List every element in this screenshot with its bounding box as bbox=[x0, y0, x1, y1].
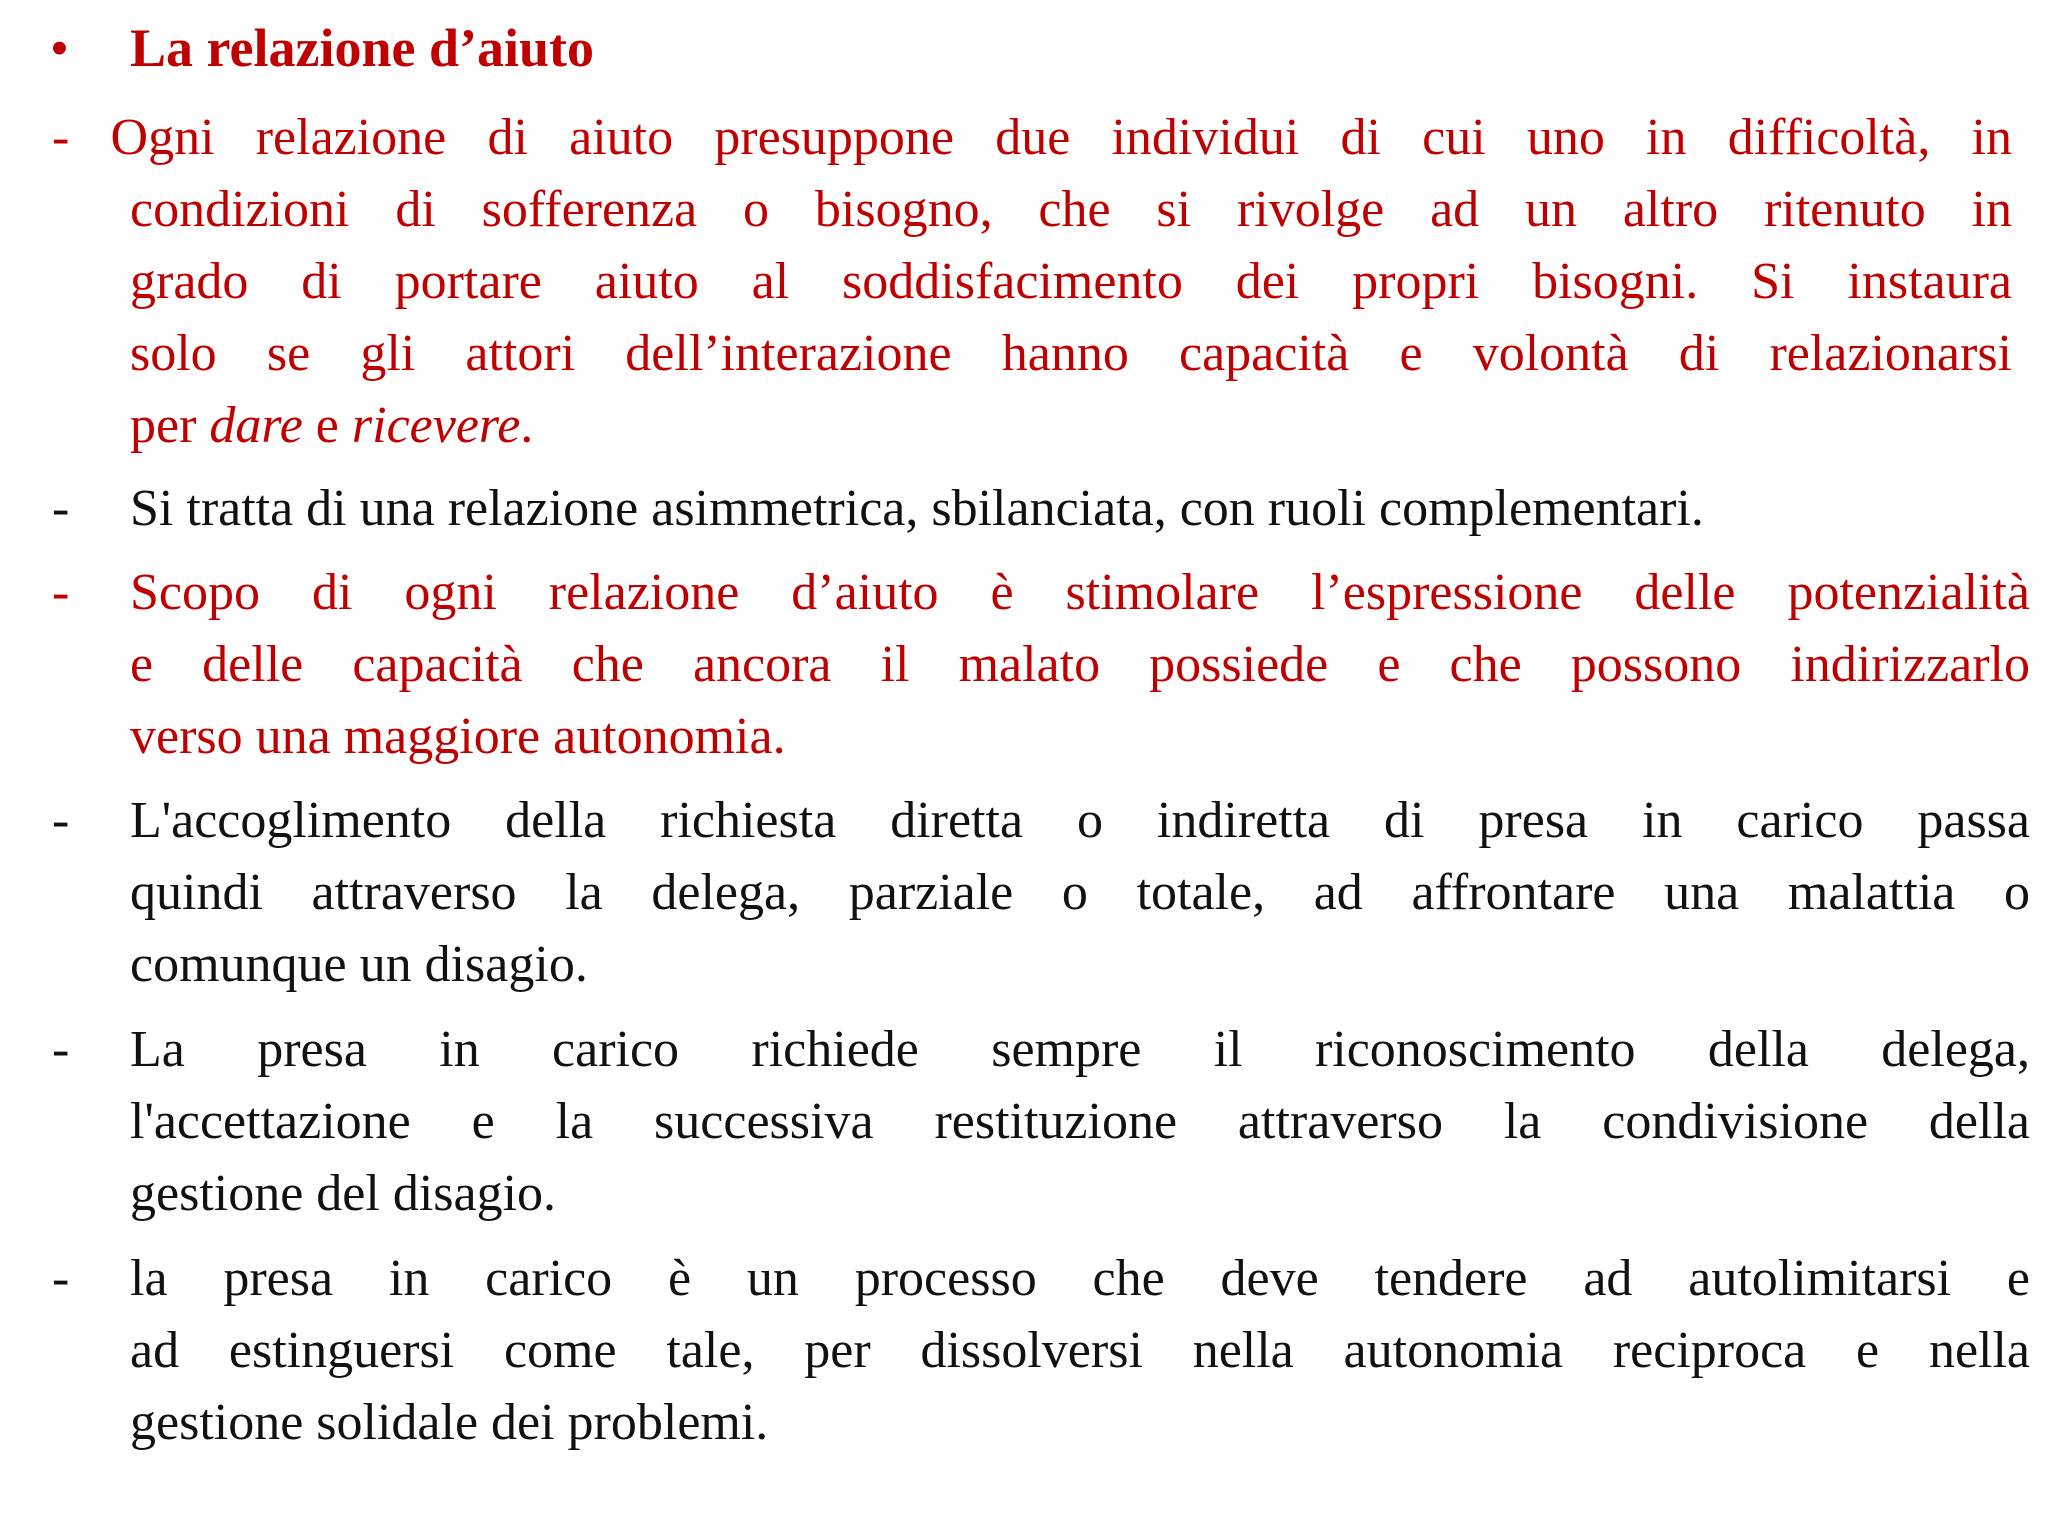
dash-marker: - bbox=[52, 109, 70, 166]
list-item-line bbox=[52, 102, 2012, 174]
dash-marker: - bbox=[52, 792, 70, 849]
title-text: La relazione d’aiuto bbox=[130, 18, 594, 78]
text-line: l'accettazione e la successiva restituzione attraverso la condivisione della bbox=[130, 1093, 2030, 1150]
text-line: solo se gli attori dell’interazione hanno capacità e volontà di relazionarsi bbox=[130, 325, 2012, 382]
text-line: Scopo di ogni relazione d’aiuto è stimolare l’espressione delle potenzialità bbox=[130, 564, 2030, 621]
text-line: L'accoglimento della richiesta diretta o indiretta di presa in carico passa bbox=[130, 792, 2030, 849]
text-line: la presa in carico è un processo che deve tendere ad autolimitarsi e bbox=[130, 1250, 2030, 1307]
dash-marker: - bbox=[52, 1021, 70, 1078]
list-item-self-limiting bbox=[52, 1243, 2030, 1459]
text-line: ad estinguersi come tale, per dissolversi nella autonomia reciproca e nella bbox=[130, 1322, 2030, 1379]
text-fragment: per bbox=[130, 397, 210, 454]
list-item-taking-charge bbox=[52, 1014, 2030, 1230]
slide-title bbox=[50, 12, 594, 84]
text-fragment: e bbox=[302, 397, 352, 454]
text-line: La presa in carico richiede sempre il riconoscimento della delega, bbox=[130, 1021, 2030, 1078]
text-line: e delle capacità che ancora il malato possiede e che possono indirizzarlo bbox=[130, 636, 2030, 693]
list-item-acceptance bbox=[52, 785, 2030, 1001]
dash-marker: - bbox=[52, 564, 70, 621]
bullet-icon: • bbox=[50, 18, 69, 78]
italic-word: dare bbox=[209, 397, 303, 454]
text-line: gestione del disagio. bbox=[130, 1165, 557, 1222]
text-line: comunque un disagio. bbox=[130, 936, 588, 993]
text-line: grado di portare aiuto al soddisfacimento dei propri bisogni. Si instaura bbox=[130, 253, 2012, 310]
text-line: verso una maggiore autonomia. bbox=[130, 708, 786, 765]
italic-word: ricevere bbox=[351, 397, 521, 454]
text-line: Si tratta di una relazione asimmetrica, sbilanciata, con ruoli complementari. bbox=[130, 480, 1704, 537]
text-line: condizioni di sofferenza o bisogno, che si rivolge ad un altro ritenuto in bbox=[130, 181, 2012, 238]
dash-marker: - bbox=[52, 480, 70, 537]
text-line: Ogni relazione di aiuto presuppone due individui di cui uno in difficoltà, in bbox=[110, 109, 2013, 166]
text-fragment: . bbox=[520, 397, 534, 454]
list-item-asymmetric bbox=[52, 473, 2030, 545]
list-item-purpose bbox=[52, 557, 2030, 773]
text-line bbox=[130, 390, 2012, 462]
text-line: gestione solidale dei problemi. bbox=[130, 1394, 769, 1451]
list-item-help-relationship bbox=[52, 102, 2012, 462]
dash-marker: - bbox=[52, 1250, 70, 1307]
text-line: quindi attraverso la delega, parziale o totale, ad affrontare una malattia o bbox=[130, 864, 2030, 921]
